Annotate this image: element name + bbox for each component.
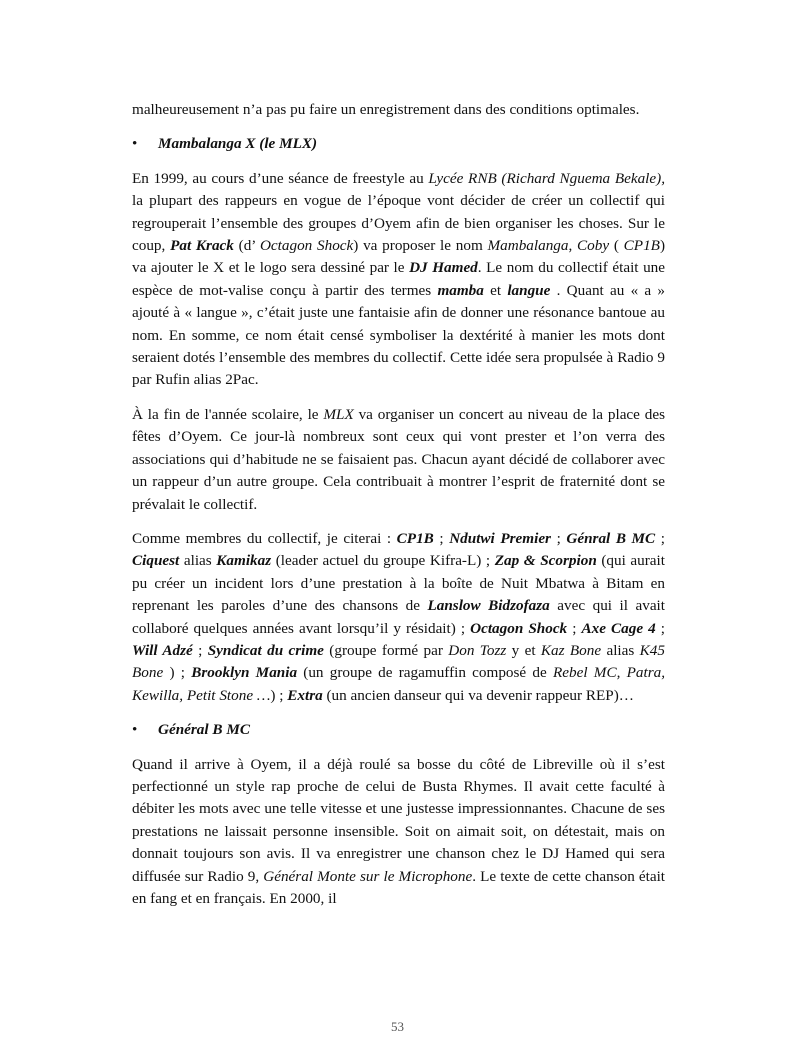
- group-name: Brooklyn Mania: [191, 664, 298, 682]
- artist-name: Will Adzé: [132, 641, 193, 659]
- text-run: (qui aurait pu créer un incident lors d’une prestation à la boîte de Nuit Mbatwa à Bitam en reprenant les paroles d’une des chansons de: [132, 552, 665, 615]
- group-name: Axe Cage 4: [581, 619, 656, 637]
- text-run: ;: [655, 529, 665, 547]
- bullet-icon: •: [132, 135, 138, 153]
- text-run: Quand il arrive à Oyem, il a déjà roulé sa bosse du côté de Libreville où il s’est perfectionné un style rap proche de celui de Busta Rhymes. Il avait cette faculté à débiter les mots avec une telle vitesse et une justesse impressionnantes. Chacune de ses prestations ne laissait personne insensible. Soit on aimait soit, on détestait, mais on donnait toujours son avis. Il va enregistrer une chanson chez le DJ Hamed qui sera diffusée sur Radio 9,: [132, 755, 665, 885]
- text-run: (: [609, 237, 624, 255]
- text-run: ;: [567, 619, 582, 637]
- intro-paragraph: malheureusement n’a pas pu faire un enregistrement dans des conditions optimales.: [132, 101, 640, 118]
- text-run: (un groupe de ragamuffin composé de: [297, 664, 553, 682]
- artist-name: Lanslow Bidzofaza: [427, 597, 550, 615]
- text-run: ;: [550, 529, 567, 547]
- text-run: ;: [192, 641, 208, 659]
- collective-name: MLX: [323, 405, 354, 423]
- text-run: ;: [433, 529, 450, 547]
- artist-name: Don Tozz: [448, 641, 507, 659]
- group-name: Octagon Shock: [470, 619, 568, 637]
- text-run: ;: [655, 619, 665, 637]
- mlx-members-paragraph: [132, 528, 665, 707]
- text-run: À la fin de l'année scolaire, le: [132, 405, 324, 423]
- member-names: Rebel MC, Patra, Kewilla, Petit Stone …: [132, 664, 665, 704]
- group-name: Syndicat du crime: [207, 641, 324, 659]
- group-name: Octagon Shock: [259, 237, 354, 255]
- text-run: la plupart des rappeurs en vogue de l’époque vont décider de créer un collectif qui regrouperait l’ensemble des groupes d’Oyem afin de bien organiser les choses. Sur le coup,: [132, 192, 665, 255]
- mlx-paragraph-1: [132, 168, 665, 392]
- text-run: y et: [506, 641, 541, 659]
- text-run: (groupe formé par: [323, 641, 449, 659]
- text-run: . Le nom du collectif était une espèce de mot-valise conçu à partir des termes: [132, 259, 665, 299]
- page-body: [132, 99, 665, 922]
- text-run: ) ;: [270, 686, 288, 704]
- text-run: ,: [568, 237, 578, 255]
- song-title: Général Monte sur le Microphone: [263, 867, 473, 885]
- text-run: (un ancien danseur qui va devenir rappeur REP)…: [322, 686, 634, 704]
- artist-name: Pat Krack: [170, 237, 234, 255]
- term: mamba: [437, 281, 484, 299]
- artist-name: Génral B MC: [566, 529, 656, 547]
- artist-name: Kaz Bone: [540, 641, 602, 659]
- heading-text: Général B MC: [158, 721, 250, 739]
- group-name: CP1B: [623, 237, 660, 255]
- text-run: alias: [179, 552, 217, 570]
- text-run: avec qui il avait collaboré quelques années avant lorsqu’il y résidait) ;: [132, 597, 666, 637]
- text-run: En 1999, au cours d’une séance de freestyle au: [132, 169, 429, 187]
- text-run: alias: [601, 641, 640, 659]
- artist-name: Kamikaz: [216, 552, 272, 570]
- page-number: 53: [391, 1019, 404, 1034]
- artist-name: Ndutwi Premier: [449, 529, 551, 547]
- text-run: (leader actuel du groupe Kifra-L) ;: [271, 552, 495, 570]
- lycee-name: Lycée RNB (Richard Nguema Bekale),: [428, 169, 665, 187]
- bullet-icon: •: [132, 721, 138, 739]
- text-run: . Quant au « a » ajouté à « langue », c’était juste une fantaisie afin de donner une résonance bantoue au nom. En somme, ce nom était censé symboliser la dextérité à manier les mots dont seraient dotés l’ensemble des membres du collectif. Cette idée sera propulsée à Radio 9 par Rufin alias 2Pac.: [132, 281, 665, 389]
- text-run: ) ;: [163, 664, 192, 682]
- term: langue: [507, 281, 551, 299]
- section-heading-mlx: [132, 133, 665, 155]
- general-paragraph-1: [132, 754, 665, 911]
- text-run: ) va ajouter le X et le logo sera dessiné par le: [132, 237, 665, 277]
- collective-name: Mambalanga: [487, 237, 569, 255]
- heading-text: Mambalanga X (le MLX): [158, 135, 318, 153]
- artist-name: K45 Bone: [132, 641, 665, 682]
- section-heading-general-b-mc: [132, 719, 665, 741]
- artist-name: DJ Hamed: [409, 259, 478, 277]
- mlx-paragraph-2: [132, 404, 665, 516]
- text-run: . Le texte de cette chanson était en fang et en français. En 2000, il: [132, 867, 666, 907]
- group-name: CP1B: [396, 529, 434, 547]
- text-run: ) va proposer le nom: [353, 237, 488, 255]
- text-run: Comme membres du collectif, je citerai :: [132, 529, 397, 547]
- text-run: et: [483, 281, 508, 299]
- text-run: va organiser un concert au niveau de la place des fêtes d’Oyem. Ce jour-là nombreux sont ceux qui vont prester et l’on verra des associations qui d’habitude ne se faisaient pas. Chacun ayant décidé de collaborer avec un rappeur d’un autre groupe. Cela contribuait à montrer l’esprit de fraternité dont se prévalait le collectif.: [132, 405, 665, 513]
- artist-name: Extra: [287, 686, 323, 704]
- text-run: (d’: [233, 237, 260, 255]
- group-name: Zap & Scorpion: [494, 552, 597, 570]
- artist-name: Coby: [577, 237, 610, 255]
- artist-name: Ciquest: [132, 552, 180, 570]
